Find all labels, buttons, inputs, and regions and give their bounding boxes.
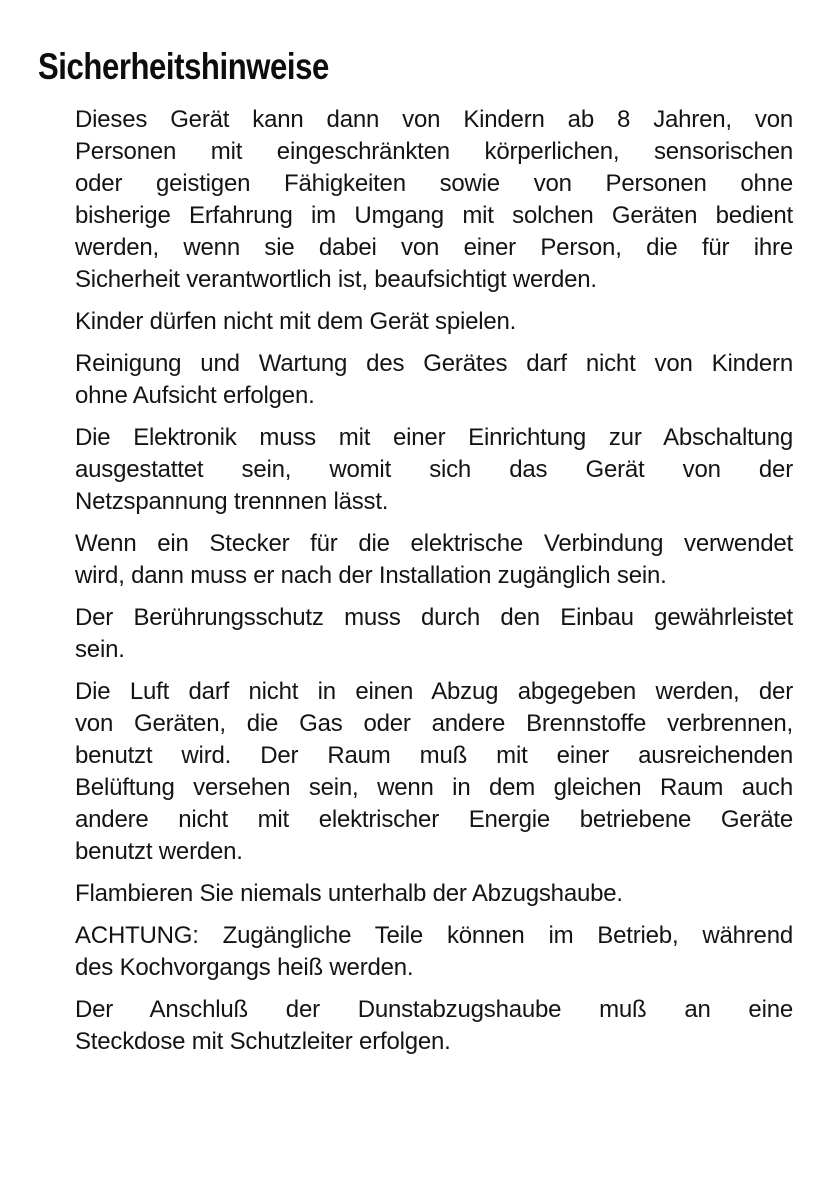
paragraph-line: Wenn ein Stecker für die elektrische Verbindung verwendet (75, 530, 793, 557)
paragraph-line: Die Elektronik muss mit einer Einrichtung zur Abschaltung (75, 424, 793, 451)
paragraph-line: wird, dann muss er nach der Installation zugänglich sein. (75, 562, 667, 589)
paragraph (75, 994, 793, 1058)
paragraph-line: Kinder dürfen nicht mit dem Gerät spielen. (75, 308, 517, 335)
paragraph (75, 528, 793, 592)
paragraph-line: Der Anschluß der Dunstabzugshaube muß an eine (75, 996, 793, 1023)
paragraph-line: andere nicht mit elektrischer Energie betriebene Geräte (75, 806, 793, 833)
paragraph (75, 306, 793, 338)
paragraph-line: ACHTUNG: Zugängliche Teile können im Betrieb, während (75, 922, 793, 949)
paragraph-line: Steckdose mit Schutzleiter erfolgen. (75, 1028, 451, 1055)
paragraph-line: werden, wenn sie dabei von einer Person, die für ihre (75, 234, 793, 261)
paragraph-line: bisherige Erfahrung im Umgang mit solchen Geräten bedient (75, 202, 793, 229)
paragraph-line: Die Luft darf nicht in einen Abzug abgegeben werden, der (75, 678, 793, 705)
paragraph (75, 422, 793, 518)
paragraph-line: Flambieren Sie niemals unterhalb der Abzugshaube. (75, 880, 623, 907)
paragraph-line: ohne Aufsicht erfolgen. (75, 382, 315, 409)
paragraph (75, 676, 793, 868)
paragraph-line: des Kochvorgangs heiß werden. (75, 954, 414, 981)
paragraph-line: Sicherheit verantwortlich ist, beaufsichtigt werden. (75, 266, 597, 293)
paragraph (75, 348, 793, 412)
paragraph-line: von Geräten, die Gas oder andere Brennstoffe verbrennen, (75, 710, 793, 737)
paragraph-line: benutzt wird. Der Raum muß mit einer ausreichenden (75, 742, 793, 769)
paragraph-line: Reinigung und Wartung des Gerätes darf nicht von Kindern (75, 350, 793, 377)
paragraph-line: Belüftung versehen sein, wenn in dem gleichen Raum auch (75, 774, 793, 801)
safety-instructions-body (75, 104, 793, 1068)
paragraph-line: benutzt werden. (75, 838, 243, 865)
paragraph-line: Dieses Gerät kann dann von Kindern ab 8 Jahren, von (75, 106, 793, 133)
paragraph-line: Personen mit eingeschränkten körperlichen, sensorischen (75, 138, 793, 165)
paragraph (75, 602, 793, 666)
paragraph (75, 878, 793, 910)
paragraph-line: Der Berührungsschutz muss durch den Einbau gewährleistet (75, 604, 793, 631)
paragraph-line: sein. (75, 636, 125, 663)
paragraph (75, 920, 793, 984)
paragraph (75, 104, 793, 296)
paragraph-line: ausgestattet sein, womit sich das Gerät von der (75, 456, 793, 483)
paragraph-line: oder geistigen Fähigkeiten sowie von Personen ohne (75, 170, 793, 197)
page-title: Sicherheitshinweise (38, 46, 329, 87)
paragraph-line: Netzspannung trennnen lässt. (75, 488, 389, 515)
